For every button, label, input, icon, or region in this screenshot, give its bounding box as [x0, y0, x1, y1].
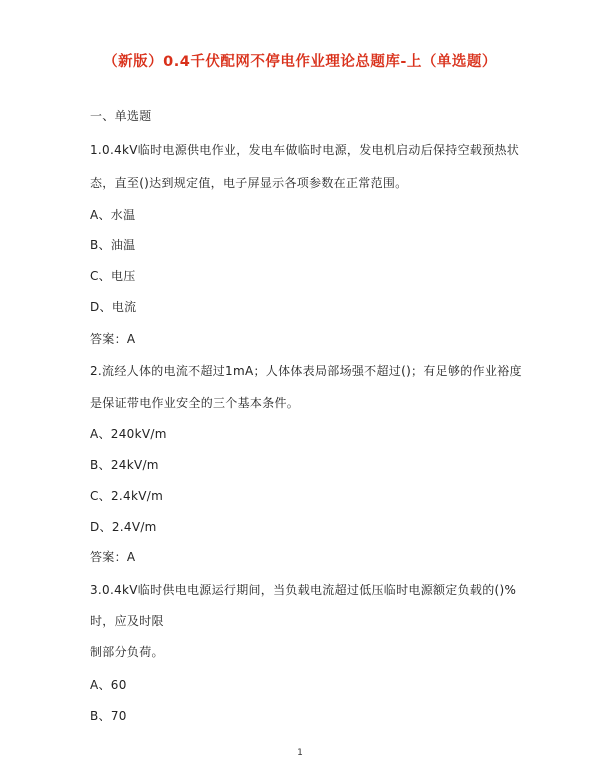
- document-title: （新版）0.4千伏配网不停电作业理论总题库-上（单选题）: [103, 54, 497, 70]
- question-3-stem-line-1: 3.0.4kV临时供电电源运行期间，当负载电流超过低压临时电源额定负载的()%: [90, 583, 517, 597]
- question-1-option-d: D、电流: [90, 300, 137, 314]
- question-2-stem-line-1: 2.流经人体的电流不超过1mA；人体体表局部场强不超过()；有足够的作业裕度: [90, 364, 522, 378]
- question-2-option-d: D、2.4V/m: [90, 520, 157, 534]
- question-3-stem-line-3: 制部分负荷。: [90, 645, 164, 659]
- question-1-stem-line-2: 态，直至()达到规定值，电子屏显示各项参数在正常范围。: [90, 176, 408, 190]
- question-1-option-c: C、电压: [90, 269, 136, 283]
- question-2-option-b: B、24kV/m: [90, 458, 159, 472]
- section-heading: 一、单选题: [90, 109, 152, 123]
- question-1-answer: 答案：A: [90, 332, 136, 346]
- question-1-option-b: B、油温: [90, 238, 136, 252]
- question-3-option-a: A、60: [90, 678, 127, 692]
- question-2-option-a: A、240kV/m: [90, 427, 167, 441]
- question-1-stem-line-1: 1.0.4kV临时电源供电作业，发电车做临时电源，发电机启动后保持空载预热状: [90, 143, 520, 157]
- question-1-option-a: A、水温: [90, 208, 136, 222]
- page-number: 1: [297, 748, 303, 758]
- question-2-stem-line-2: 是保证带电作业安全的三个基本条件。: [90, 396, 300, 410]
- question-3-option-b: B、70: [90, 709, 127, 723]
- question-3-stem-line-2: 时，应及时限: [90, 614, 164, 628]
- question-2-answer: 答案：A: [90, 550, 136, 564]
- question-2-option-c: C、2.4kV/m: [90, 489, 164, 503]
